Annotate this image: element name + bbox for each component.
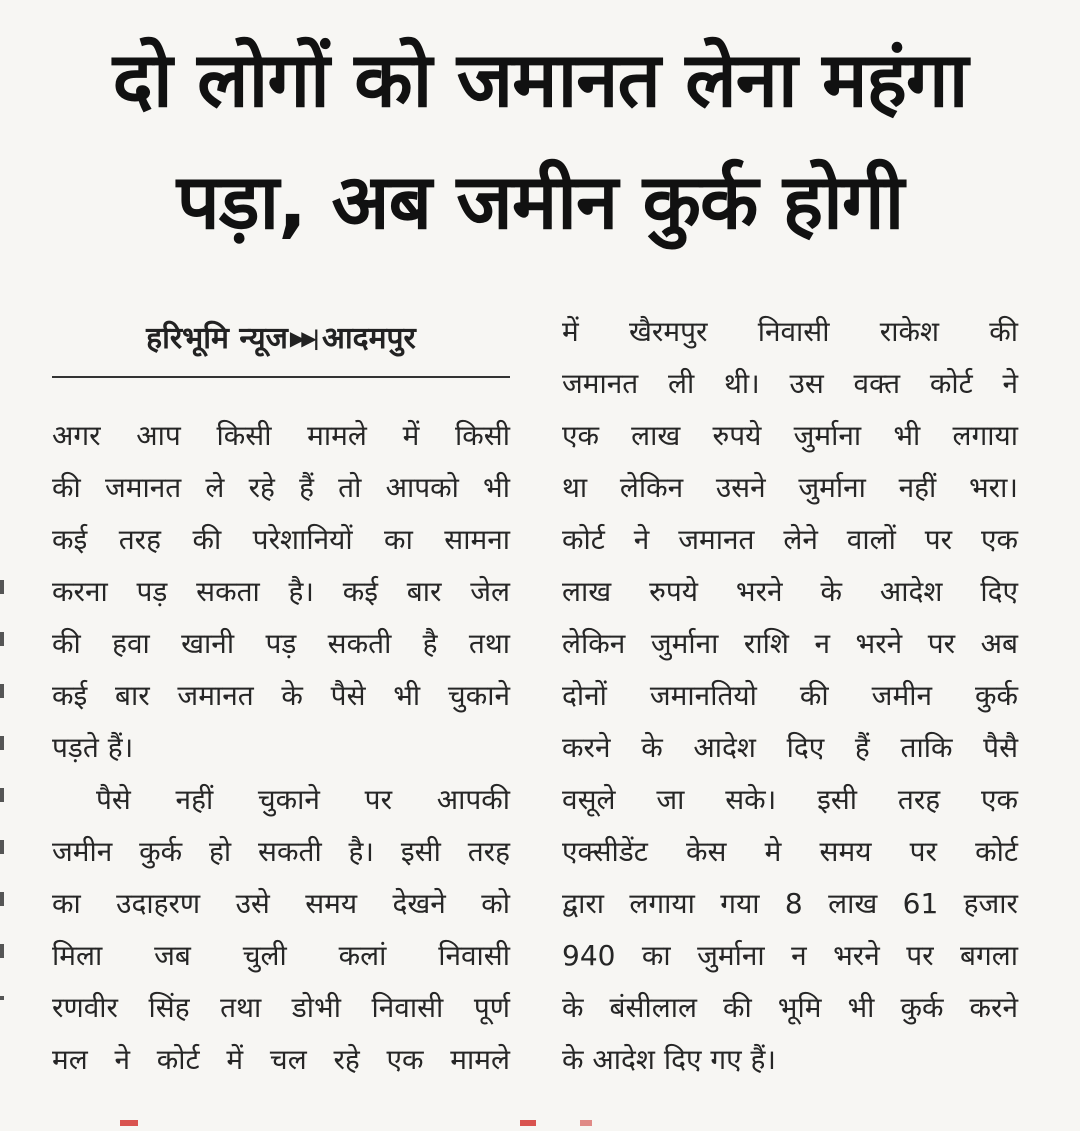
- article-line: की जमानत ले रहे हैं तो आपको भी: [52, 471, 510, 504]
- article-line: 940 का जुर्माना न भरने पर बगला: [562, 939, 1018, 972]
- article-line: जमीन कुर्क हो सकती है। इसी तरह: [52, 835, 510, 868]
- article-line: रणवीर सिंह तथा डोभी निवासी पूर्ण: [52, 991, 510, 1024]
- article-line: जमानत ली थी। उस वक्त कोर्ट ने: [562, 367, 1018, 400]
- article-line: के आदेश दिए गए हैं।: [562, 1043, 776, 1076]
- article-line: अगर आप किसी मामले में किसी: [52, 419, 510, 452]
- article-line: था लेकिन उसने जुर्माना नहीं भरा।: [562, 471, 1018, 504]
- article-line: कोर्ट ने जमानत लेने वालों पर एक: [562, 523, 1018, 556]
- article-line: की हवा खानी पड़ सकती है तथा: [52, 627, 510, 660]
- bottom-edge-mark: [580, 1120, 592, 1126]
- byline-arrows-icon: ▶▶|: [289, 326, 316, 350]
- article-line: दोनों जमानतियो की जमीन कुर्क: [562, 679, 1018, 712]
- bottom-edge-mark: [520, 1120, 536, 1126]
- article-line: मिला जब चुली कलां निवासी: [52, 939, 510, 972]
- article-line: एक लाख रुपये जुर्माना भी लगाया: [562, 419, 1018, 452]
- article-column-right: [562, 306, 1018, 1086]
- headline-line-2: पड़ा, अब जमीन कुर्क होगी: [176, 157, 904, 246]
- article-line: मल ने कोर्ट में चल रहे एक मामले: [52, 1043, 510, 1076]
- headline-line-1: दो लोगों को जमानत लेना महंगा: [112, 35, 968, 124]
- byline-place: आदमपुर: [321, 321, 416, 356]
- byline-source: हरिभूमि न्यूज: [146, 321, 288, 356]
- article-column-left: [52, 410, 510, 1086]
- article-line: कई तरह की परेशानियों का सामना: [52, 523, 510, 556]
- adjacent-column-edge: [0, 580, 4, 1000]
- article-line: का उदाहरण उसे समय देखने को: [52, 887, 510, 920]
- article-line: करने के आदेश दिए हैं ताकि पैसै: [562, 731, 1018, 764]
- byline: [52, 318, 510, 378]
- article-line: वसूले जा सके। इसी तरह एक: [562, 783, 1018, 816]
- bottom-edge-mark: [120, 1120, 138, 1126]
- byline-divider: [52, 376, 510, 378]
- article-line: में खैरमपुर निवासी राकेश की: [562, 315, 1018, 348]
- article-line: करना पड़ सकता है। कई बार जेल: [52, 575, 510, 608]
- article-line: पैसे नहीं चुकाने पर आपकी: [96, 783, 510, 816]
- article-line: लेकिन जुर्माना राशि न भरने पर अब: [562, 627, 1018, 660]
- article-line: एक्सीडेंट केस मे समय पर कोर्ट: [562, 835, 1018, 868]
- article-line: कई बार जमानत के पैसे भी चुकाने: [52, 679, 510, 712]
- article-line: पड़ते हैं।: [52, 731, 134, 764]
- article-line: के बंसीलाल की भूमि भी कुर्क करने: [562, 991, 1018, 1024]
- article-line: द्वारा लगाया गया 8 लाख 61 हजार: [562, 887, 1018, 920]
- article-line: लाख रुपये भरने के आदेश दिए: [562, 575, 1018, 608]
